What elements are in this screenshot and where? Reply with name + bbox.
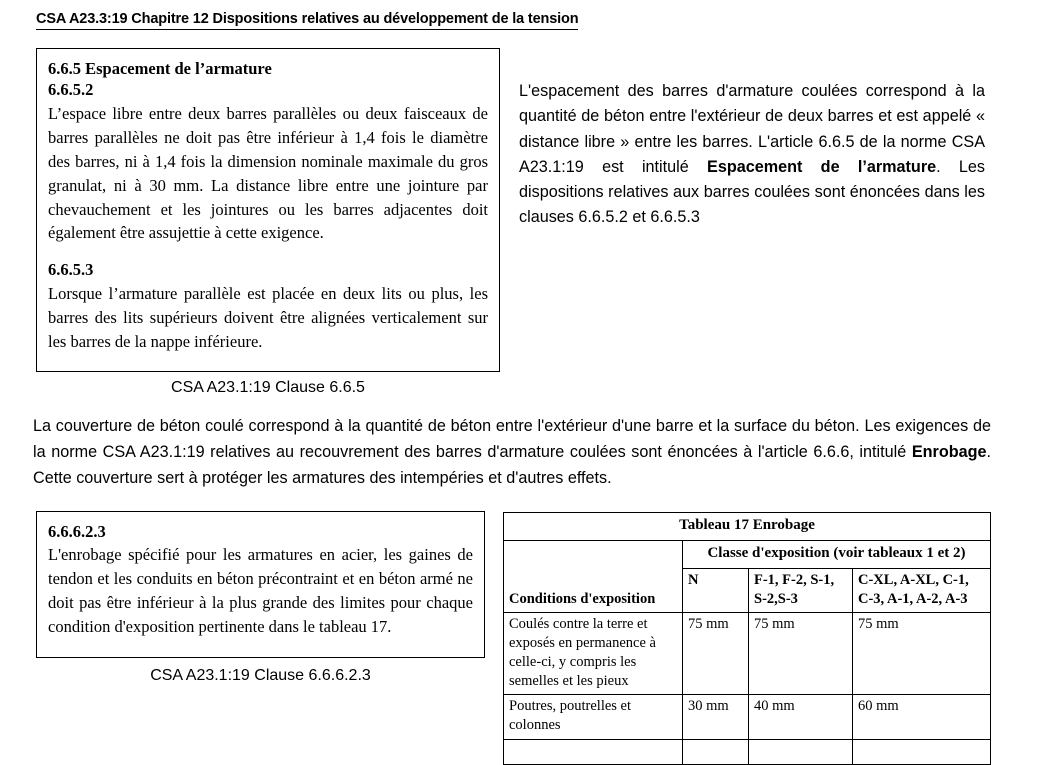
intro-text-part1: L'espacement des barres d'armature coulées correspond à la quantité de béton entre l'extérieur de deux barres et est appelé « distance libre » entre les barres. L'article 6.6.5 de la norme CSA A23.1:19 est intitulé bbox=[519, 82, 985, 176]
column-header-c: C-XL, A-XL, C-1, C-3, A-1, A-2, A-3 bbox=[853, 568, 991, 612]
cover-text-part2: . Cette couverture sert à protéger les armatures des intempéries et d'autres effets. bbox=[33, 443, 991, 488]
enrobage-table-container bbox=[503, 512, 990, 765]
cell-f: 75 mm bbox=[749, 612, 853, 695]
cell-condition: Poutres, poutrelles et colonnes bbox=[504, 695, 683, 739]
page-title: CSA A23.3:19 Chapitre 12 Dispositions relatives au développement de la tension bbox=[36, 10, 578, 30]
cover-text-part1: La couverture de béton coulé correspond à la quantité de béton entre l'extérieur d'une barre et la surface du béton. Les exigences de la norme CSA A23.1:19 relatives au recouvrement des barres d'armature coulées sont énoncées à l'article 6.6.6, intitulé bbox=[33, 417, 991, 462]
cell-c: 60 mm bbox=[853, 695, 991, 739]
cover-box-caption: CSA A23.1:19 Clause 6.6.6.2.3 bbox=[150, 667, 371, 684]
cell-f: 40 mm bbox=[749, 695, 853, 739]
cover-explanation-paragraph bbox=[33, 413, 991, 492]
cover-bold-enrobage: Enrobage bbox=[911, 443, 987, 462]
table-row bbox=[504, 612, 991, 695]
column-header-conditions: Conditions d'exposition bbox=[504, 540, 683, 612]
cell-f bbox=[749, 739, 853, 764]
clause-number-6653: 6.6.5.3 bbox=[48, 260, 94, 280]
enrobage-table bbox=[503, 512, 991, 765]
cell-c: 75 mm bbox=[853, 612, 991, 695]
cell-condition: Coulés contre la terre et exposés en permanence à celle-ci, y compris les semelles et les pieux bbox=[504, 612, 683, 695]
table-row bbox=[504, 695, 991, 739]
clause-spacer bbox=[48, 245, 488, 259]
column-group-header-exposure-class: Classe d'exposition (voir tableaux 1 et 2) bbox=[683, 540, 991, 568]
spacing-box-caption: CSA A23.1:19 Clause 6.6.5 bbox=[171, 379, 365, 396]
clause-text-66623: L'enrobage spécifié pour les armatures en acier, les gaines de tendon et les conduits en béton précontraint et en béton armé ne doit pas être inférieur à la plus grande des limites pour chaque condition d'exposition pertinente dans le tableau 17. bbox=[48, 545, 473, 637]
intro-bold-espacement: Espacement de l’armature bbox=[707, 157, 937, 176]
cell-condition bbox=[504, 739, 683, 764]
cell-n bbox=[683, 739, 749, 764]
cover-clause-box bbox=[36, 511, 485, 658]
table-group-header-row bbox=[504, 540, 991, 568]
column-header-n: N bbox=[683, 568, 749, 612]
cell-c bbox=[853, 739, 991, 764]
clause-text-6653: Lorsque l’armature parallèle est placée en deux lits ou plus, les barres des lits supérieurs doivent être alignées verticalement sur les barres de la nappe inférieure. bbox=[48, 283, 488, 351]
spacing-explanation-paragraph bbox=[519, 79, 985, 231]
column-header-f: F-1, F-2, S-1, S-2,S-3 bbox=[749, 568, 853, 612]
intro-text-part2: . Les dispositions relatives aux barres coulées sont énoncées dans les clauses 6.6.5.2 et 6.6.5.3 bbox=[519, 157, 985, 227]
spacing-section-title: 6.6.5 Espacement de l’armature bbox=[48, 59, 272, 78]
spacing-clause-box bbox=[36, 48, 500, 372]
cell-n: 30 mm bbox=[683, 695, 749, 739]
clause-number-66623: 6.6.6.2.3 bbox=[48, 522, 106, 541]
clause-number-6652: 6.6.5.2 bbox=[48, 80, 94, 100]
table-title: Tableau 17 Enrobage bbox=[504, 513, 991, 541]
table-title-row bbox=[504, 513, 991, 541]
table-row bbox=[504, 739, 991, 764]
cell-n: 75 mm bbox=[683, 612, 749, 695]
clause-text-6652: L’espace libre entre deux barres parallèles ou deux faisceaux de barres parallèles ne doit pas être inférieur à 1,4 fois le diamètre des barres, ni à 1,4 fois la dimension nominale maximale du gros granulat, ni à 30 mm. La distance libre entre une jointure par chevauchement et les jointures ou les barres adjacentes doit également être assujettie à cette exigence. bbox=[48, 103, 488, 243]
